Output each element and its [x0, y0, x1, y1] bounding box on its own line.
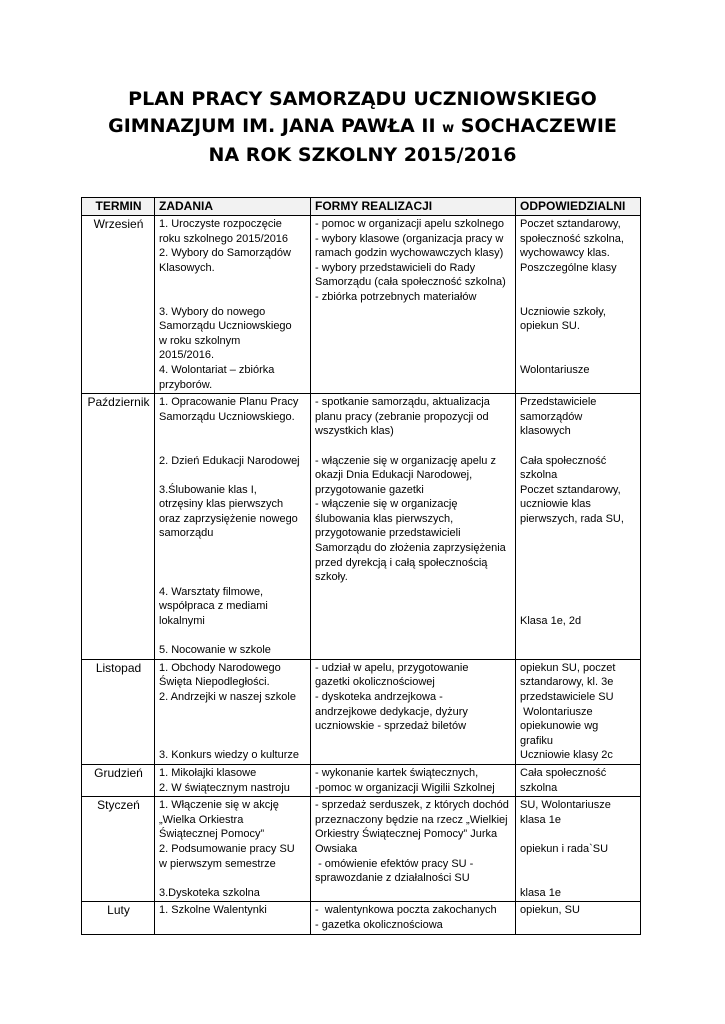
cell-line: okazji Dnia Edukacji Narodowej,	[315, 469, 473, 482]
table-row	[82, 764, 641, 796]
cell-line: roku szkolnego 2015/2016	[159, 232, 289, 245]
cell-line: opiekun SU, poczet	[520, 661, 616, 674]
cell-line	[159, 871, 307, 886]
term-cell: Grudzień	[82, 764, 155, 796]
cell-line	[159, 541, 307, 556]
cell-line: - wybory klasowe (organizacja pracy w	[315, 232, 504, 245]
cell-line: 2015/2016.	[159, 349, 215, 362]
cell-line: - dyskoteka andrzejkowa -	[315, 691, 443, 703]
cell-line	[159, 290, 307, 305]
cell-line: „Wielka Orkiestra	[159, 813, 244, 826]
cell-line: - pomoc w organizacji apelu szkolnego	[315, 218, 504, 230]
cell-line: -pomoc w organizacji Wigilii Szkolnej	[315, 781, 495, 794]
tasks-cell	[155, 902, 311, 934]
term-cell: Wrzesień	[82, 216, 155, 394]
cell-line	[520, 290, 637, 305]
cell-line: - włączenie się w organizację	[315, 498, 458, 511]
table-row	[82, 659, 641, 764]
cell-line	[159, 439, 307, 454]
cell-line: współpraca z mediami	[159, 600, 268, 613]
cell-line: Cała społeczność	[520, 766, 607, 779]
cell-line: uczniowskie - sprzedaż biletów	[315, 720, 467, 733]
cell-line: 5. Nocowanie w szkole	[159, 644, 271, 657]
responsible-cell	[516, 394, 641, 660]
cell-line: Poszczególne klasy	[520, 261, 617, 274]
cell-line: 2. Wybory do Samorządów	[159, 247, 291, 260]
cell-line: wychowawcy klas.	[520, 247, 610, 260]
cell-line	[159, 734, 307, 749]
cell-line: 1. Uroczyste rozpoczęcie	[159, 218, 282, 230]
cell-line: Owsiaka	[315, 842, 358, 855]
table-row	[82, 394, 641, 660]
cell-line	[520, 570, 637, 585]
cell-line: 1. Włączenie się w akcję	[159, 799, 279, 812]
header-odpowiedzialni: ODPOWIEDZIALNI	[516, 198, 641, 216]
cell-line	[159, 629, 307, 644]
cell-line: 3.Ślubowanie klas I,	[159, 483, 257, 496]
table-body	[82, 216, 641, 935]
forms-cell	[311, 216, 516, 394]
cell-line: w roku szkolnym	[159, 334, 241, 347]
cell-line: Samorządu Uczniowskiego	[159, 320, 292, 333]
cell-line: 2. W świątecznym nastroju	[159, 781, 290, 794]
forms-cell	[311, 764, 516, 796]
cell-line: przyborów.	[159, 378, 213, 391]
cell-line: Poczet sztandarowy,	[520, 218, 621, 230]
tasks-cell	[155, 764, 311, 796]
forms-cell	[311, 797, 516, 902]
cell-line: samorządów	[520, 410, 583, 423]
title-line-2-end: SOCHACZEWIE	[460, 115, 617, 137]
cell-line: 3. Wybory do nowego	[159, 305, 266, 318]
cell-line: otrzęsiny klas pierwszych	[159, 498, 284, 511]
cell-line: planu pracy (zebranie propozycji od	[315, 410, 489, 423]
cell-line: szkoły.	[315, 571, 348, 584]
responsible-cell	[516, 659, 641, 764]
cell-line: grafiku	[520, 734, 554, 747]
cell-line: sztandarowy, kl. 3e	[520, 676, 614, 689]
cell-line: 2. Dzień Edukacji Narodowej	[159, 454, 300, 467]
cell-line: - gazetka okolicznościowa	[315, 918, 443, 931]
cell-line: gazetki okolicznościowej	[315, 676, 435, 689]
responsible-cell	[516, 797, 641, 902]
cell-line	[520, 526, 637, 541]
cell-line: klasa 1e	[520, 886, 561, 899]
term-cell: Luty	[82, 902, 155, 934]
cell-line: przedstawiciele SU	[520, 691, 614, 703]
cell-line: - włączenie się w organizację apelu z	[315, 454, 496, 467]
table-header-row	[82, 198, 641, 216]
header-formy-realizacji: FORMY REALIZACJI	[311, 198, 516, 216]
cell-line: 1. Mikołajki klasowe	[159, 766, 257, 779]
title-line-2-main: GIMNAZJUM IM. JANA PAWŁA II	[108, 115, 436, 137]
cell-line: SU, Wolontariusze	[520, 799, 611, 812]
cell-line: Poczet sztandarowy,	[520, 483, 621, 496]
cell-line: - walentynkowa poczta zakochanych	[315, 904, 497, 917]
cell-line: Wolontariusze	[520, 705, 593, 718]
cell-line: przed dyrekcją i całą społecznością	[315, 556, 488, 569]
cell-line: Samorządu Uczniowskiego.	[159, 410, 295, 423]
cell-line	[159, 468, 307, 483]
cell-line: Cała społeczność	[520, 454, 607, 467]
cell-line: - wybory przedstawicieli do Rady	[315, 261, 476, 274]
cell-line: 1. Opracowanie Planu Pracy	[159, 396, 299, 409]
cell-line	[159, 570, 307, 585]
cell-line: 4. Wolontariat – zbiórka	[159, 363, 275, 376]
title-line-2	[60, 113, 665, 142]
cell-line: - zbiórka potrzebnych materiałów	[315, 290, 477, 303]
cell-line: Uczniowie szkoły,	[520, 305, 606, 318]
cell-line: wszystkich klas)	[315, 425, 394, 438]
cell-line: przygotowanie gazetki	[315, 483, 424, 496]
cell-line: Wolontariusze	[520, 363, 590, 376]
title-line-3: NA ROK SZKOLNY 2015/2016	[208, 144, 517, 166]
cell-line	[520, 556, 637, 571]
term-cell: Październik	[82, 394, 155, 660]
term-cell: Listopad	[82, 659, 155, 764]
tasks-cell	[155, 394, 311, 660]
forms-cell	[311, 902, 516, 934]
work-plan-table	[81, 197, 641, 935]
cell-line: w pierwszym semestrze	[159, 857, 276, 870]
cell-line: 2. Podsumowanie pracy SU	[159, 842, 295, 855]
cell-line: opiekun i rada`SU	[520, 842, 609, 855]
cell-line	[520, 585, 637, 600]
cell-line: samorządu	[159, 527, 214, 540]
term-cell: Styczeń	[82, 797, 155, 902]
cell-line: - udział w apelu, przygotowanie	[315, 661, 469, 674]
cell-line: lokalnymi	[159, 615, 205, 628]
table-row	[82, 797, 641, 902]
cell-line: klasowych	[520, 425, 571, 438]
header-termin: TERMIN	[82, 198, 155, 216]
cell-line: Święta Niepodległości.	[159, 676, 270, 689]
tasks-cell	[155, 216, 311, 394]
tasks-cell	[155, 659, 311, 764]
cell-line: pierwszych, rada SU,	[520, 512, 624, 525]
cell-line	[159, 424, 307, 439]
cell-line	[520, 827, 637, 842]
cell-line: oraz zaprzysiężenie nowego	[159, 512, 298, 525]
cell-line: - spotkanie samorządu, aktualizacja	[315, 396, 490, 409]
cell-line: 1. Obchody Narodowego	[159, 661, 281, 674]
cell-line	[159, 719, 307, 734]
cell-line	[520, 871, 637, 886]
cell-line: ślubowania klas pierwszych,	[315, 512, 454, 525]
document-title	[60, 86, 665, 169]
cell-line: szkolna	[520, 469, 558, 482]
cell-line: klasa 1e	[520, 813, 561, 826]
header-zadania: ZADANIA	[155, 198, 311, 216]
cell-line	[520, 599, 637, 614]
responsible-cell	[516, 764, 641, 796]
cell-line: andrzejkowe dedykacje, dyżury	[315, 705, 468, 718]
cell-line: Samorządu (cała społeczność szkolna)	[315, 276, 506, 289]
table-row	[82, 902, 641, 934]
cell-line: - omówienie efektów pracy SU -	[315, 857, 474, 870]
title-line-2-small: w	[442, 121, 455, 136]
forms-cell	[311, 659, 516, 764]
cell-line	[520, 348, 637, 363]
cell-line: Orkiestry Świątecznej Pomocy” Jurka	[315, 828, 498, 841]
cell-line: opiekun, SU	[520, 904, 580, 917]
cell-line: 3.Dyskoteka szkolna	[159, 886, 260, 899]
cell-line: 1. Szkolne Walentynki	[159, 904, 267, 917]
cell-line	[159, 556, 307, 571]
cell-line	[520, 275, 637, 290]
cell-line: społeczność szkolna,	[520, 232, 624, 245]
cell-line: - wykonanie kartek świątecznych,	[315, 766, 479, 779]
responsible-cell	[516, 902, 641, 934]
title-line-1: PLAN PRACY SAMORZĄDU UCZNIOWSKIEGO	[128, 88, 597, 110]
cell-line: przeznaczony będzie na rzecz „Wielkiej	[315, 813, 508, 826]
cell-line: 3. Konkurs wiedzy o kulturze	[159, 749, 300, 762]
cell-line: Przedstawiciele	[520, 396, 597, 409]
cell-line: 4. Warsztaty filmowe,	[159, 585, 264, 598]
cell-line: uczniowie klas	[520, 498, 591, 511]
cell-line	[159, 705, 307, 720]
forms-cell	[311, 394, 516, 660]
cell-line: ramach godzin wychowawczych klasy)	[315, 247, 504, 260]
cell-line: Świątecznej Pomocy”	[159, 828, 265, 841]
cell-line: opiekun SU.	[520, 320, 580, 333]
cell-line: 2. Andrzejki w naszej szkole	[159, 691, 296, 703]
cell-line: sprawozdanie z działalności SU	[315, 872, 470, 885]
cell-line: opiekunowie wg	[520, 720, 599, 733]
tasks-cell	[155, 797, 311, 902]
cell-line: Samorządu do złożenia zaprzysiężenia	[315, 542, 506, 555]
table-row	[82, 216, 641, 394]
cell-line	[520, 439, 637, 454]
cell-line	[315, 439, 512, 454]
cell-line: Uczniowie klasy 2c	[520, 749, 613, 762]
cell-line: Klasowych.	[159, 261, 215, 274]
cell-line	[520, 541, 637, 556]
cell-line: - sprzedaż serduszek, z których dochód	[315, 799, 509, 812]
responsible-cell	[516, 216, 641, 394]
cell-line: szkolna	[520, 781, 558, 794]
cell-line	[520, 334, 637, 349]
cell-line: Klasa 1e, 2d	[520, 615, 582, 628]
cell-line	[159, 275, 307, 290]
cell-line	[520, 857, 637, 872]
cell-line: przygotowanie przedstawicieli	[315, 527, 461, 540]
